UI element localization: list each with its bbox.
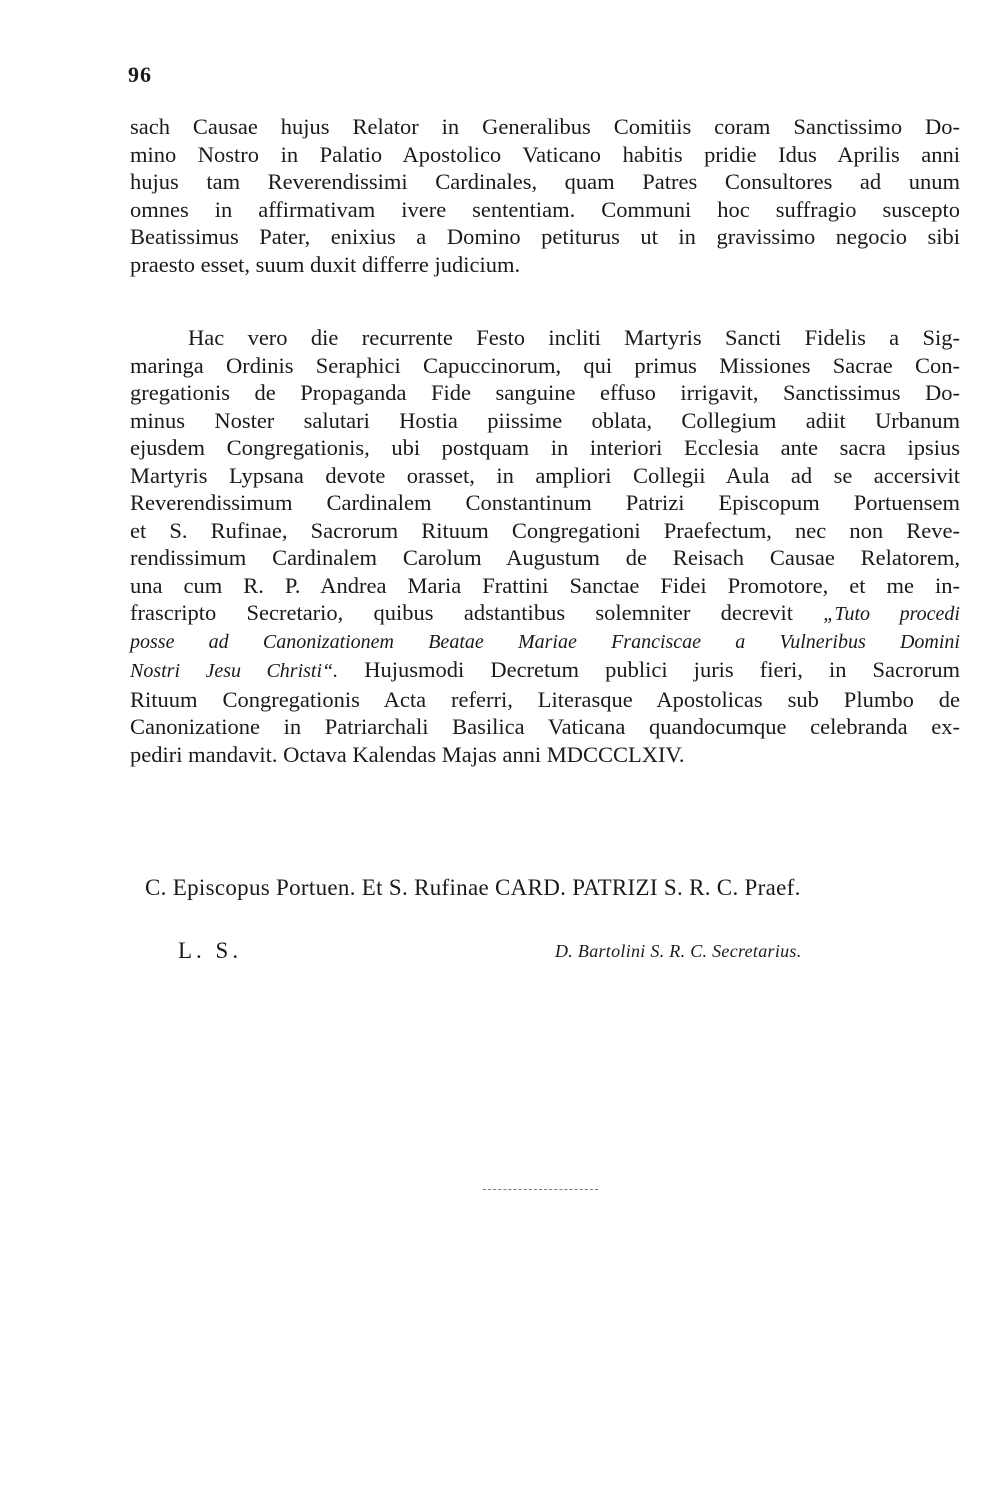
text-line: sach Causae hujus Relator in Generalibus Comitiis coram Sanctissimo Do- bbox=[130, 114, 960, 139]
text-line: omnes in affirmativam ivere sententiam. Communi hoc suffragio suscepto bbox=[130, 196, 960, 222]
prefect-signature: C. Episcopus Portuen. Et S. Rufinae CARD. PATRIZI S. R. C. Praef. bbox=[145, 875, 801, 900]
decree-quote-start: „Tuto procedi bbox=[823, 603, 960, 625]
text-line: minus Noster salutari Hostia piissime oblata, Collegium adiit Urbanum bbox=[130, 407, 960, 433]
text-line: Hac vero die recurrente Festo incliti Martyris Sancti Fidelis a Sig- bbox=[188, 325, 960, 350]
text-line: ejusdem Congregationis, ubi postquam in interiori Ecclesia ante sacra ipsius bbox=[130, 435, 960, 460]
text-line: Rituum Congregationis Acta referri, Literasque Apostolicas sub Plumbo de bbox=[130, 686, 960, 712]
decree-intro-text: frascripto Secretario, quibus adstantibus solemniter decrevit bbox=[130, 600, 794, 625]
text-line: rendissimum Cardinalem Carolum Augustum de Reisach Causae Relatorem, bbox=[130, 545, 960, 570]
text-line: gregationis de Propaganda Fide sanguine effuso irrigavit, Sanctissimus Do- bbox=[130, 380, 960, 405]
end-rule bbox=[483, 1189, 598, 1190]
text-line: praesto esset, suum duxit differre judicium. bbox=[130, 251, 521, 277]
decree-quote-end: Nostri Jesu Christi“. bbox=[130, 660, 339, 682]
text-line: Reverendissimum Cardinalem Constantinum Patrizi Episcopum Portuensem bbox=[130, 490, 960, 515]
text-line: Canonizatione in Patriarchali Basilica Vaticana quandocumque celebranda ex- bbox=[130, 714, 960, 739]
decree-text: Hujusmodi Decretum publici juris fieri, in Sacrorum bbox=[364, 657, 960, 682]
text-line: posse ad Canonizationem Beatae Mariae Franciscae a Vulneribus Domini bbox=[130, 630, 960, 653]
text-line: Martyris Lypsana devote orasset, in ampliori Collegii Aula ad se accersivit bbox=[130, 462, 960, 488]
paragraph-2 bbox=[130, 324, 960, 768]
text-line: et S. Rufinae, Sacrorum Rituum Congregationi Praefectum, nec non Reve- bbox=[130, 517, 960, 543]
text-line bbox=[130, 656, 960, 686]
secretary-signature: D. Bartolini S. R. C. Secretarius. bbox=[555, 941, 802, 961]
text-line: Beatissimus Pater, enixius a Domino petiturus ut in gravissimo negocio sibi bbox=[130, 224, 960, 249]
seal-mark: L. S. bbox=[178, 938, 243, 963]
text-line bbox=[130, 599, 960, 629]
text-line: mino Nostro in Palatio Apostolico Vaticano habitis pridie Idus Aprilis anni bbox=[130, 141, 960, 167]
page-number: 96 bbox=[128, 62, 152, 87]
text-line: hujus tam Reverendissimi Cardinales, quam Patres Consultores ad unum bbox=[130, 169, 960, 194]
text-line: una cum R. P. Andrea Maria Frattini Sanctae Fidei Promotore, et me in- bbox=[130, 572, 960, 598]
text-line: maringa Ordinis Seraphici Capuccinorum, qui primus Missiones Sacrae Con- bbox=[130, 352, 960, 378]
text-line: pediri mandavit. Octava Kalendas Majas anni MDCCCLXIV. bbox=[130, 741, 685, 767]
paragraph-1 bbox=[130, 113, 960, 278]
